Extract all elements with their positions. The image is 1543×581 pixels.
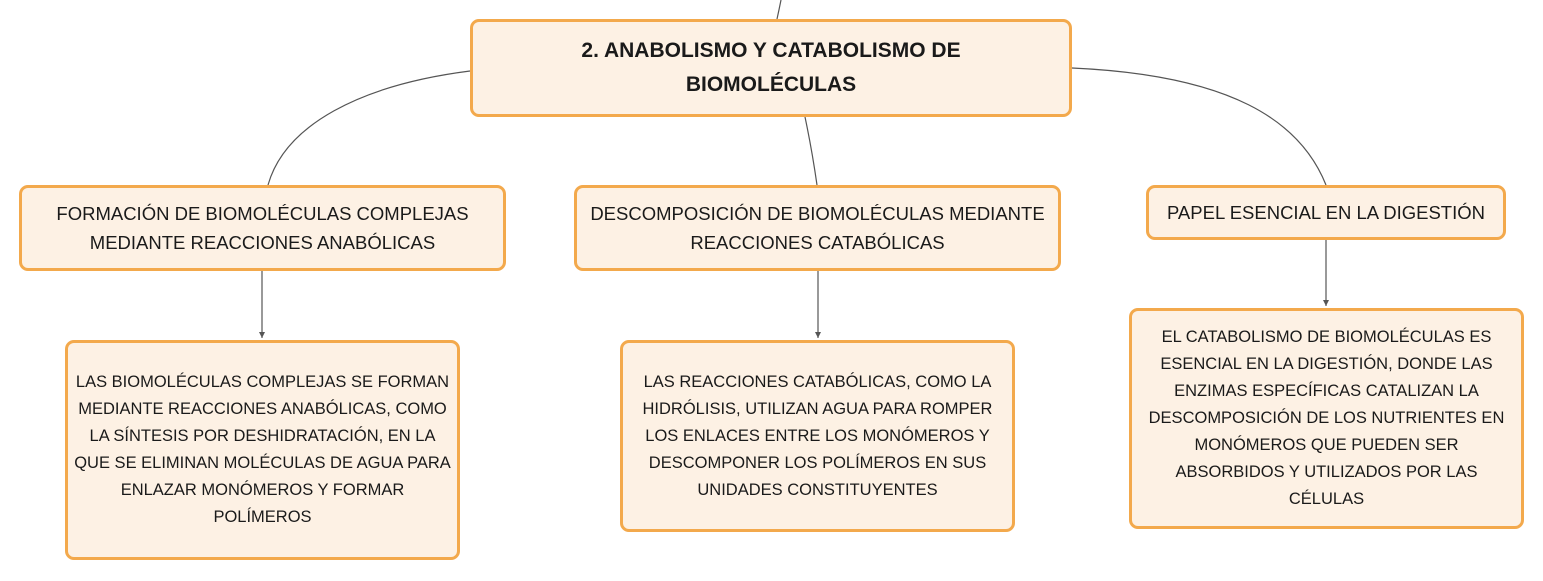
connector-root-to-topic-1 <box>268 71 470 185</box>
connector-root-to-topic-2 <box>805 117 817 185</box>
connector-root-to-topic-3 <box>1072 68 1326 185</box>
connector-parent-to-root <box>777 0 781 19</box>
detail-node-text: LAS BIOMOLÉCULAS COMPLEJAS SE FORMAN MEDIANTE REACCIONES ANABÓLICAS, COMO LA SÍNTESIS POR DESHIDRATACIÓN, EN LA QUE SE ELIMINAN MOLÉCULAS DE AGUA PARA ENLAZAR MONÓMEROS Y FORMAR POLÍMEROS <box>74 373 451 526</box>
detail-node-digestion[interactable] <box>1129 308 1524 529</box>
detail-node-text: LAS REACCIONES CATABÓLICAS, COMO LA HIDRÓLISIS, UTILIZAN AGUA PARA ROMPER LOS ENLACES ENTRE LOS MONÓMEROS Y DESCOMPONER LOS POLÍMEROS EN SUS UNIDADES CONSTITUYENTES <box>642 372 993 499</box>
detail-node-text: EL CATABOLISMO DE BIOMOLÉCULAS ES ESENCIAL EN LA DIGESTIÓN, DONDE LAS ENZIMAS ESPECÍFICAS CATALIZAN LA DESCOMPOSICIÓN DE LOS NUTRIENTES EN MONÓMEROS QUE PUEDEN SER ABSORBIDOS Y UTILIZADOS POR LAS CÉLULAS <box>1148 328 1505 508</box>
root-node-label: 2. ANABOLISMO Y CATABOLISMO DE BIOMOLÉCULAS <box>581 39 961 96</box>
topic-node-label: DESCOMPOSICIÓN DE BIOMOLÉCULAS MEDIANTE REACCIONES CATABÓLICAS <box>590 203 1045 253</box>
detail-node-catabolic[interactable] <box>620 340 1015 532</box>
root-node[interactable] <box>470 19 1072 117</box>
detail-node-anabolic[interactable] <box>65 340 460 560</box>
topic-node-anabolic[interactable] <box>19 185 506 271</box>
topic-node-digestion[interactable] <box>1146 185 1506 240</box>
topic-node-label: FORMACIÓN DE BIOMOLÉCULAS COMPLEJAS MEDIANTE REACCIONES ANABÓLICAS <box>56 203 469 253</box>
topic-node-label: PAPEL ESENCIAL EN LA DIGESTIÓN <box>1166 202 1486 223</box>
topic-node-catabolic[interactable] <box>574 185 1061 271</box>
